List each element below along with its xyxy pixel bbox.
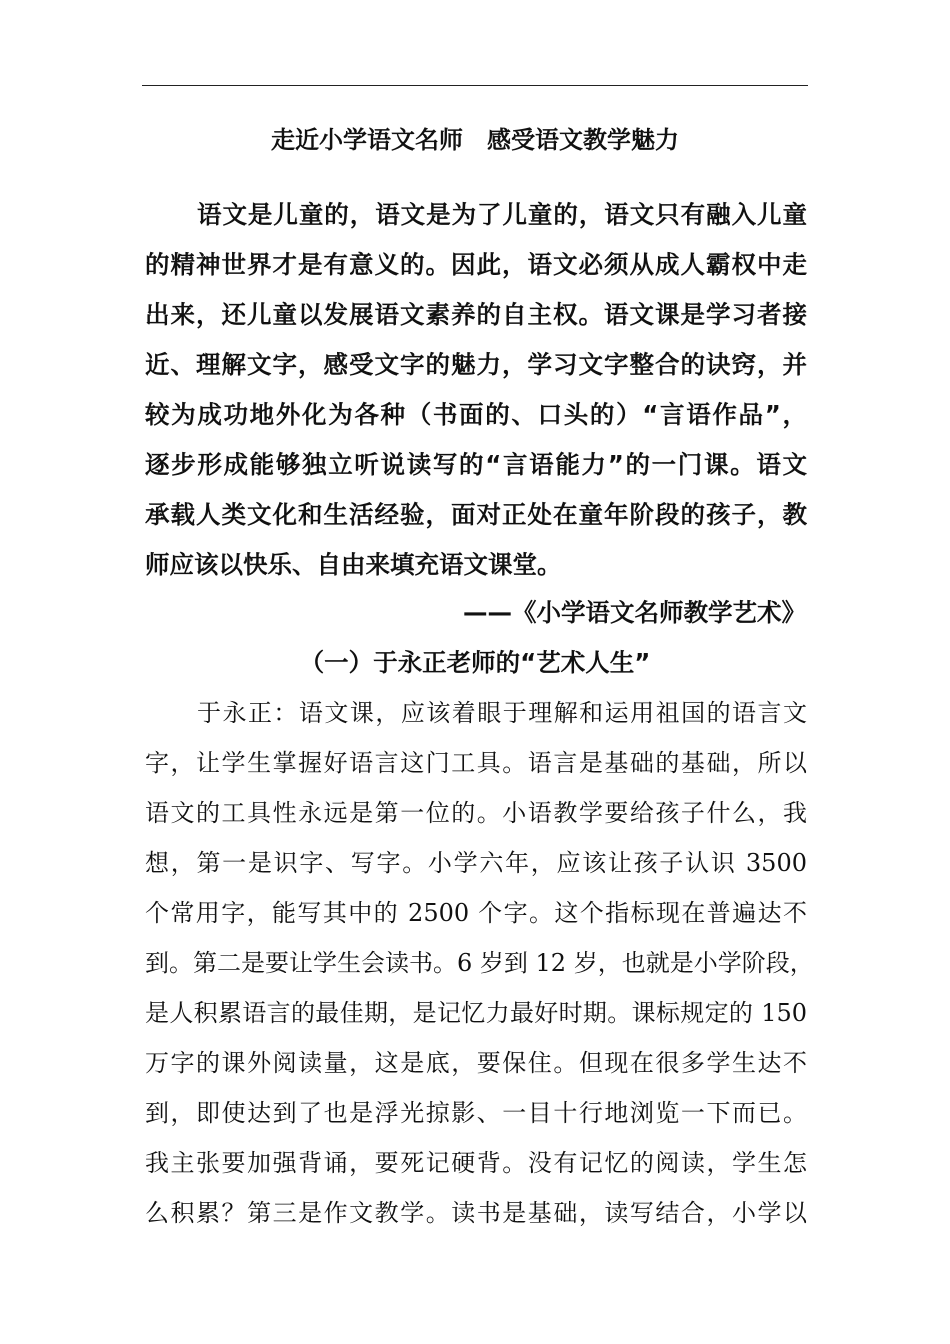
body-line: 语文的工具性永远是第一位的。小语教学要给孩子什么，我 <box>145 799 807 827</box>
body-line: 于永正：语文课，应该着眼于理解和运用祖国的语言文 <box>197 699 807 727</box>
intro-line: 承载人类文化和生活经验，面对正处在童年阶段的孩子，教 <box>145 500 807 529</box>
intro-line: 逐步形成能够独立听说读写的“言语能力”的一门课。语文 <box>145 450 807 479</box>
body-paragraph <box>145 688 814 1238</box>
body-line: 我主张要加强背诵，要死记硬背。没有记忆的阅读，学生怎 <box>145 1149 807 1177</box>
intro-paragraph <box>145 190 807 590</box>
intro-line: 出来，还儿童以发展语文素养的自主权。语文课是学习者接 <box>145 300 807 329</box>
body-line: 到，即使达到了也是浮光掠影、一目十行地浏览一下而已。 <box>145 1099 807 1127</box>
section-heading: （一）于永正老师的“艺术人生” <box>299 648 651 677</box>
intro-line: 较为成功地外化为各种（书面的、口头的）“言语作品”， <box>145 400 807 429</box>
body-line: 万字的课外阅读量，这是底，要保住。但现在很多学生达不 <box>145 1049 807 1077</box>
body-line: 么积累？第三是作文教学。读书是基础，读写结合，小学以 <box>145 1199 807 1227</box>
body-line: 个常用字，能写其中的 2500 个字。这个指标现在普遍达不 <box>145 899 807 927</box>
intro-line: 的精神世界才是有意义的。因此，语文必须从成人霸权中走 <box>145 250 807 279</box>
intro-line: 语文是儿童的，语文是为了儿童的，语文只有融入儿童 <box>197 200 807 229</box>
quote-source: ——《小学语文名师教学艺术》 <box>463 598 806 627</box>
document-title: 走近小学语文名师 感受语文教学魅力 <box>271 125 679 154</box>
header-rule <box>142 85 808 86</box>
body-line: 到。第二是要让学生会读书。6 岁到 12 岁，也就是小学阶段， <box>145 949 814 977</box>
body-line: 是人积累语言的最佳期，是记忆力最好时期。课标规定的 150 <box>145 999 807 1027</box>
intro-line: 师应该以快乐、自由来填充语文课堂。 <box>145 550 562 579</box>
body-line: 想，第一是识字、写字。小学六年，应该让孩子认识 3500 <box>145 849 807 877</box>
body-line: 字，让学生掌握好语言这门工具。语言是基础的基础，所以 <box>145 749 807 777</box>
intro-line: 近、理解文字，感受文字的魅力，学习文字整合的诀窍，并 <box>145 350 807 379</box>
